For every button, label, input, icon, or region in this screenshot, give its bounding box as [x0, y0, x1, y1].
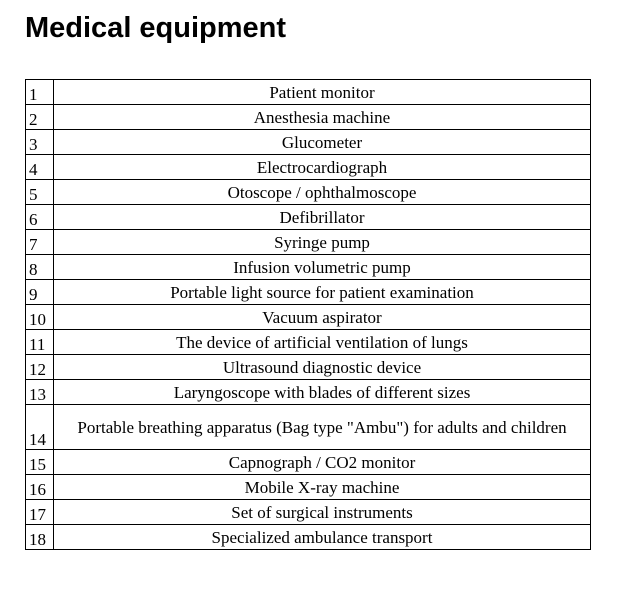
table-row	[26, 205, 591, 230]
table-row	[26, 305, 591, 330]
table-row	[26, 230, 591, 255]
equipment-name: Portable breathing apparatus (Bag type "Ambu") for adults and children	[54, 405, 591, 450]
table-row	[26, 280, 591, 305]
row-number: 1	[26, 80, 54, 105]
table-row	[26, 255, 591, 280]
row-number: 13	[26, 380, 54, 405]
equipment-name: Defibrillator	[54, 205, 591, 230]
row-number: 17	[26, 500, 54, 525]
table-row	[26, 105, 591, 130]
row-number: 16	[26, 475, 54, 500]
equipment-name: Otoscope / ophthalmoscope	[54, 180, 591, 205]
equipment-name: Ultrasound diagnostic device	[54, 355, 591, 380]
row-number: 11	[26, 330, 54, 355]
table-row	[26, 180, 591, 205]
table-row	[26, 330, 591, 355]
row-number: 10	[26, 305, 54, 330]
table-row	[26, 525, 591, 550]
table-row	[26, 500, 591, 525]
equipment-name: Patient monitor	[54, 80, 591, 105]
row-number: 2	[26, 105, 54, 130]
row-number: 14	[26, 405, 54, 450]
table-row	[26, 130, 591, 155]
equipment-table-body	[26, 80, 591, 550]
row-number: 15	[26, 450, 54, 475]
equipment-name: Set of surgical instruments	[54, 500, 591, 525]
row-number: 18	[26, 525, 54, 550]
row-number: 5	[26, 180, 54, 205]
table-row	[26, 80, 591, 105]
table-row	[26, 450, 591, 475]
equipment-name: Specialized ambulance transport	[54, 525, 591, 550]
equipment-table	[25, 79, 591, 550]
equipment-name: Infusion volumetric pump	[54, 255, 591, 280]
row-number: 4	[26, 155, 54, 180]
row-number: 12	[26, 355, 54, 380]
equipment-name: Mobile X-ray machine	[54, 475, 591, 500]
equipment-name: Laryngoscope with blades of different sizes	[54, 380, 591, 405]
row-number: 7	[26, 230, 54, 255]
table-row	[26, 355, 591, 380]
table-row	[26, 405, 591, 450]
equipment-name: Portable light source for patient examination	[54, 280, 591, 305]
equipment-name: Glucometer	[54, 130, 591, 155]
page-title: Medical equipment	[25, 12, 287, 44]
row-number: 6	[26, 205, 54, 230]
table-row	[26, 380, 591, 405]
equipment-name: Capnograph / CO2 monitor	[54, 450, 591, 475]
row-number: 3	[26, 130, 54, 155]
row-number: 8	[26, 255, 54, 280]
equipment-name: Electrocardiograph	[54, 155, 591, 180]
equipment-name: The device of artificial ventilation of lungs	[54, 330, 591, 355]
equipment-name: Vacuum aspirator	[54, 305, 591, 330]
row-number: 9	[26, 280, 54, 305]
equipment-name: Syringe pump	[54, 230, 591, 255]
table-row	[26, 475, 591, 500]
table-row	[26, 155, 591, 180]
equipment-name: Anesthesia machine	[54, 105, 591, 130]
